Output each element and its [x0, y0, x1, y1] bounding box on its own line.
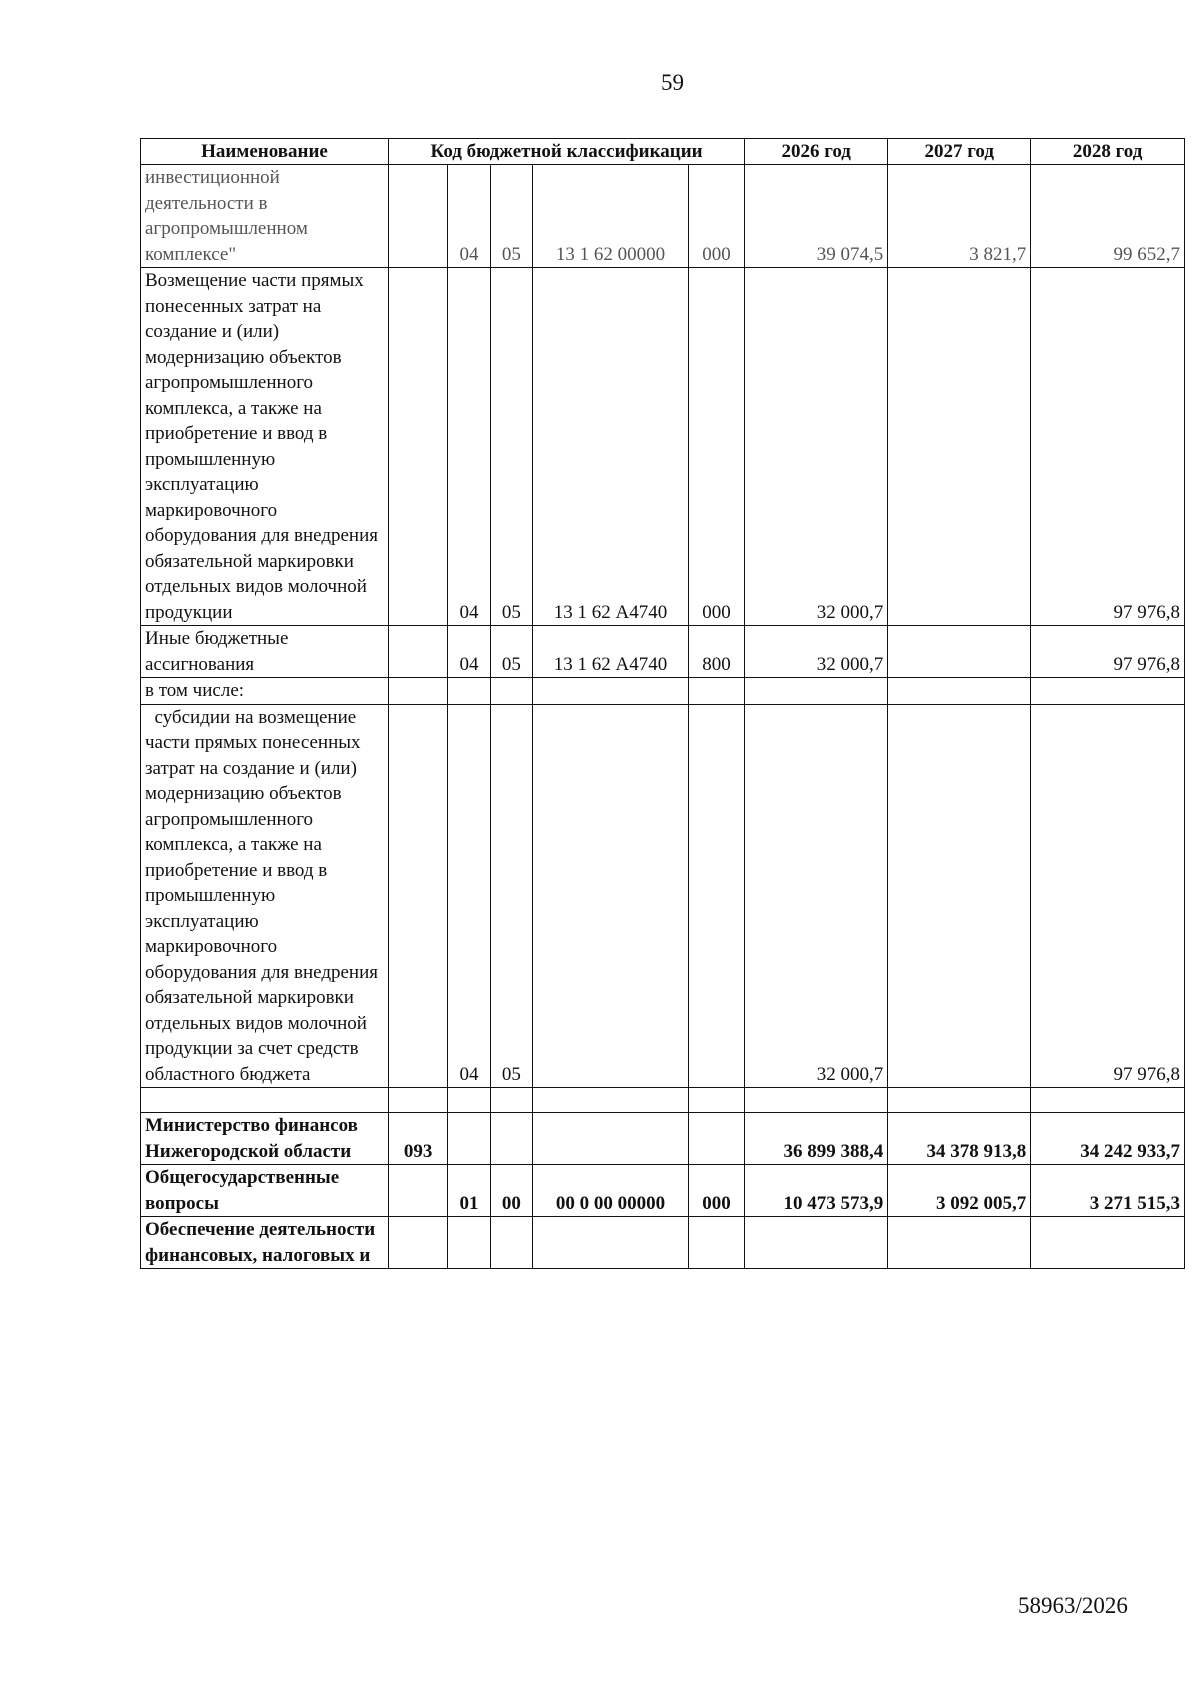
row-expense — [688, 704, 744, 1088]
row-ministry: 093 — [389, 1113, 448, 1165]
row-2027: 34 378 913,8 — [888, 1113, 1031, 1165]
row-2026: 32 000,7 — [745, 626, 888, 678]
row-section — [448, 1088, 490, 1113]
header-name: Наименование — [141, 139, 389, 165]
table-row — [141, 165, 1185, 268]
row-name: Общегосударственные вопросы — [141, 1165, 389, 1217]
row-expense — [688, 678, 744, 705]
row-ministry — [389, 626, 448, 678]
header-2028: 2028 год — [1031, 139, 1185, 165]
row-2026: 32 000,7 — [745, 268, 888, 626]
row-target: 00 0 00 00000 — [533, 1165, 689, 1217]
row-2027 — [888, 704, 1031, 1088]
row-2028 — [1031, 1217, 1185, 1269]
row-name: инвестиционной деятельности в агропромышленном комплексе" — [141, 165, 389, 268]
row-expense — [688, 1088, 744, 1113]
table-header-row — [141, 139, 1185, 165]
row-subsection: 05 — [490, 626, 532, 678]
row-2028: 34 242 933,7 — [1031, 1113, 1185, 1165]
row-expense: 800 — [688, 626, 744, 678]
row-2027 — [888, 1217, 1031, 1269]
row-2028: 99 652,7 — [1031, 165, 1185, 268]
row-section: 04 — [448, 165, 490, 268]
header-2026: 2026 год — [745, 139, 888, 165]
table-row — [141, 678, 1185, 705]
row-subsection: 05 — [490, 165, 532, 268]
row-name — [141, 1088, 389, 1113]
row-section — [448, 1217, 490, 1269]
table-row — [141, 1088, 1185, 1113]
row-subsection: 05 — [490, 704, 532, 1088]
row-2027 — [888, 268, 1031, 626]
row-subsection — [490, 678, 532, 705]
budget-table — [140, 138, 1185, 1269]
row-name: Обеспечение деятельности финансовых, налоговых и — [141, 1217, 389, 1269]
table-row — [141, 1217, 1185, 1269]
table-row — [141, 626, 1185, 678]
row-section — [448, 678, 490, 705]
document-id: 58963/2026 — [1018, 1593, 1128, 1618]
row-2026 — [745, 1217, 888, 1269]
row-target: 13 1 62 00000 — [533, 165, 689, 268]
row-2028: 97 976,8 — [1031, 268, 1185, 626]
row-name: субсидии на возмещение части прямых понесенных затрат на создание и (или) модернизацию объектов агропромышленного комплекса, а также на приобретение и ввод в промышленную эксплуатацию маркировочного оборудования для внедрения обязательной маркировки отдельных видов молочной продукции за счет средств областного бюджета — [141, 704, 389, 1088]
row-expense — [688, 1113, 744, 1165]
row-2027 — [888, 626, 1031, 678]
row-name: Министерство финансов Нижегородской области — [141, 1113, 389, 1165]
row-ministry — [389, 704, 448, 1088]
row-name: в том числе: — [141, 678, 389, 705]
row-subsection: 00 — [490, 1165, 532, 1217]
row-ministry — [389, 1088, 448, 1113]
header-2027: 2027 год — [888, 139, 1031, 165]
table-row — [141, 1113, 1185, 1165]
row-2028 — [1031, 1088, 1185, 1113]
row-ministry — [389, 165, 448, 268]
row-2026: 32 000,7 — [745, 704, 888, 1088]
row-2026: 36 899 388,4 — [745, 1113, 888, 1165]
row-ministry — [389, 268, 448, 626]
row-name: Возмещение части прямых понесенных затрат на создание и (или) модернизацию объектов агропромышленного комплекса, а также на приобретение и ввод в промышленную эксплуатацию маркировочного оборудования для внедрения обязательной маркировки отдельных видов молочной продукции — [141, 268, 389, 626]
row-expense — [688, 1217, 744, 1269]
row-target — [533, 678, 689, 705]
row-target: 13 1 62 А4740 — [533, 626, 689, 678]
row-subsection: 05 — [490, 268, 532, 626]
header-code: Код бюджетной классификации — [389, 139, 745, 165]
row-2026: 10 473 573,9 — [745, 1165, 888, 1217]
row-section: 04 — [448, 704, 490, 1088]
row-2027 — [888, 678, 1031, 705]
row-2028: 97 976,8 — [1031, 704, 1185, 1088]
row-ministry — [389, 1217, 448, 1269]
row-target — [533, 1113, 689, 1165]
row-section: 01 — [448, 1165, 490, 1217]
row-2028 — [1031, 678, 1185, 705]
row-section — [448, 1113, 490, 1165]
row-section: 04 — [448, 626, 490, 678]
row-2027: 3 092 005,7 — [888, 1165, 1031, 1217]
row-expense: 000 — [688, 1165, 744, 1217]
row-2027 — [888, 1088, 1031, 1113]
row-target — [533, 1217, 689, 1269]
row-2026 — [745, 678, 888, 705]
row-ministry — [389, 1165, 448, 1217]
row-ministry — [389, 678, 448, 705]
row-2028: 3 271 515,3 — [1031, 1165, 1185, 1217]
row-2027: 3 821,7 — [888, 165, 1031, 268]
table-row — [141, 1165, 1185, 1217]
row-target — [533, 704, 689, 1088]
row-section: 04 — [448, 268, 490, 626]
row-target: 13 1 62 А4740 — [533, 268, 689, 626]
row-2026 — [745, 1088, 888, 1113]
table-row — [141, 268, 1185, 626]
row-subsection — [490, 1113, 532, 1165]
row-target — [533, 1088, 689, 1113]
row-2028: 97 976,8 — [1031, 626, 1185, 678]
row-name: Иные бюджетные ассигнования — [141, 626, 389, 678]
page-number: 59 — [661, 70, 684, 95]
row-expense: 000 — [688, 268, 744, 626]
row-subsection — [490, 1217, 532, 1269]
table-row — [141, 704, 1185, 1088]
row-expense: 000 — [688, 165, 744, 268]
row-2026: 39 074,5 — [745, 165, 888, 268]
row-subsection — [490, 1088, 532, 1113]
